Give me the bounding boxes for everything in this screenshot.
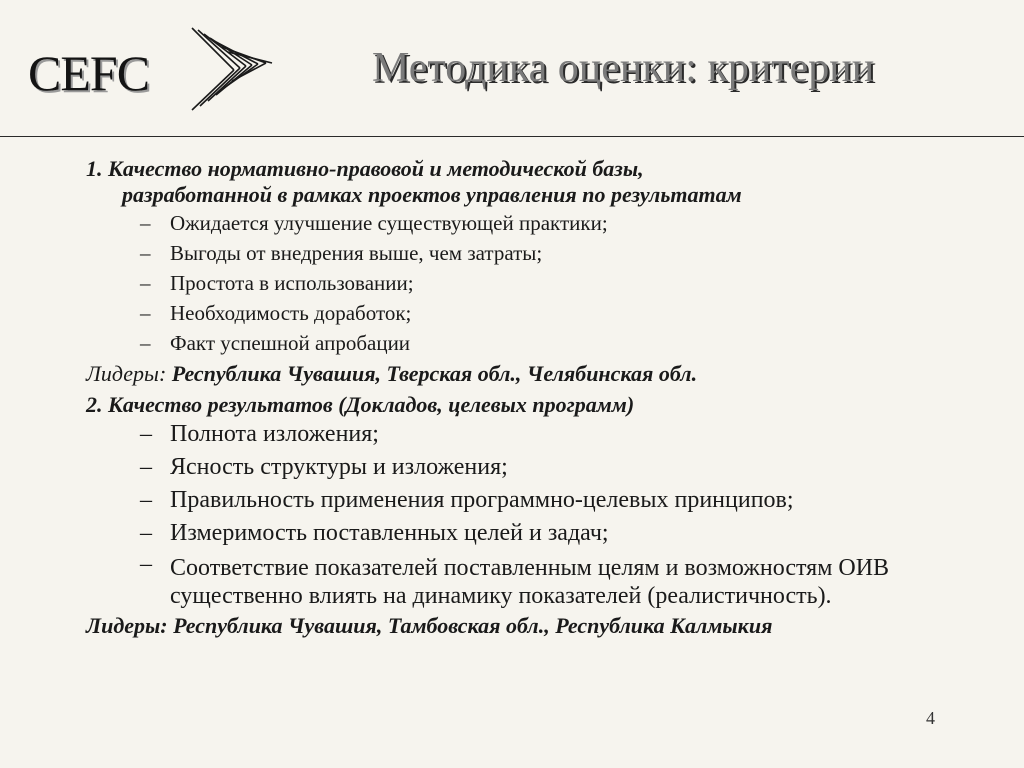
header-divider <box>0 136 1024 137</box>
cefc-logo: CEFC <box>28 45 150 101</box>
list-item <box>86 451 996 484</box>
bullet-dash: – <box>140 520 152 546</box>
section1-list <box>86 208 996 358</box>
list-item <box>86 328 996 358</box>
list-item <box>86 418 996 451</box>
bullet-dash: – <box>140 241 151 265</box>
list-item-text: Необходимость доработок; <box>170 301 412 325</box>
list-item <box>86 517 996 550</box>
list-item-text: Правильность применения программно-целевых принципов; <box>170 487 794 513</box>
slide-content <box>86 156 996 642</box>
list-item <box>86 298 996 328</box>
bullet-dash: – <box>140 454 152 480</box>
slide-title: Методика оценки: критерии <box>372 45 875 91</box>
leaders-separator: : <box>158 361 172 386</box>
section2-heading: 2. Качество результатов (Докладов, целевых программ) <box>86 392 635 417</box>
section1-heading-line2: разработанной в рамках проектов управления по результатам <box>122 182 742 207</box>
list-item-text: Простота в использовании; <box>170 271 414 295</box>
list-item-text: Ожидается улучшение существующей практики; <box>170 211 608 235</box>
section1-heading-line1: 1. Качество нормативно-правовой и методической базы, <box>86 156 644 181</box>
list-item-text: Соответствие показателей поставленным целям и возможностям ОИВ существенно влиять на динамику показателей (реалистичность). <box>170 555 890 609</box>
bullet-dash: – <box>140 271 151 295</box>
section1-leaders <box>86 358 996 390</box>
bullet-dash: – <box>140 421 152 447</box>
bullet-dash: – <box>140 301 151 325</box>
section1-heading <box>86 156 996 208</box>
list-item-text: Выгоды от внедрения выше, чем затраты; <box>170 241 543 265</box>
section2-leaders: Лидеры: Республика Чувашия, Тамбовская обл., Республика Калмыкия <box>86 613 773 638</box>
bullet-dash: – <box>140 487 152 513</box>
list-item <box>86 268 996 298</box>
page-number: 4 <box>926 708 935 728</box>
leaders-label: Лидеры <box>86 361 159 386</box>
list-item <box>86 484 996 517</box>
list-item <box>86 208 996 238</box>
list-item-text: Факт успешной апробации <box>170 331 411 355</box>
list-item-text: Измеримость поставленных целей и задач; <box>170 520 609 546</box>
bullet-dash: – <box>140 551 152 577</box>
section2-list <box>86 418 996 610</box>
list-item-text: Полнота изложения; <box>170 421 379 447</box>
leaders-value: Республика Чувашия, Тверская обл., Челябинская обл. <box>171 361 698 386</box>
list-item <box>86 238 996 268</box>
list-item-text: Ясность структуры и изложения; <box>170 454 508 480</box>
arrow-logo-icon <box>186 26 276 112</box>
list-item <box>86 550 996 610</box>
bullet-dash: – <box>140 211 151 235</box>
bullet-dash: – <box>140 331 151 355</box>
